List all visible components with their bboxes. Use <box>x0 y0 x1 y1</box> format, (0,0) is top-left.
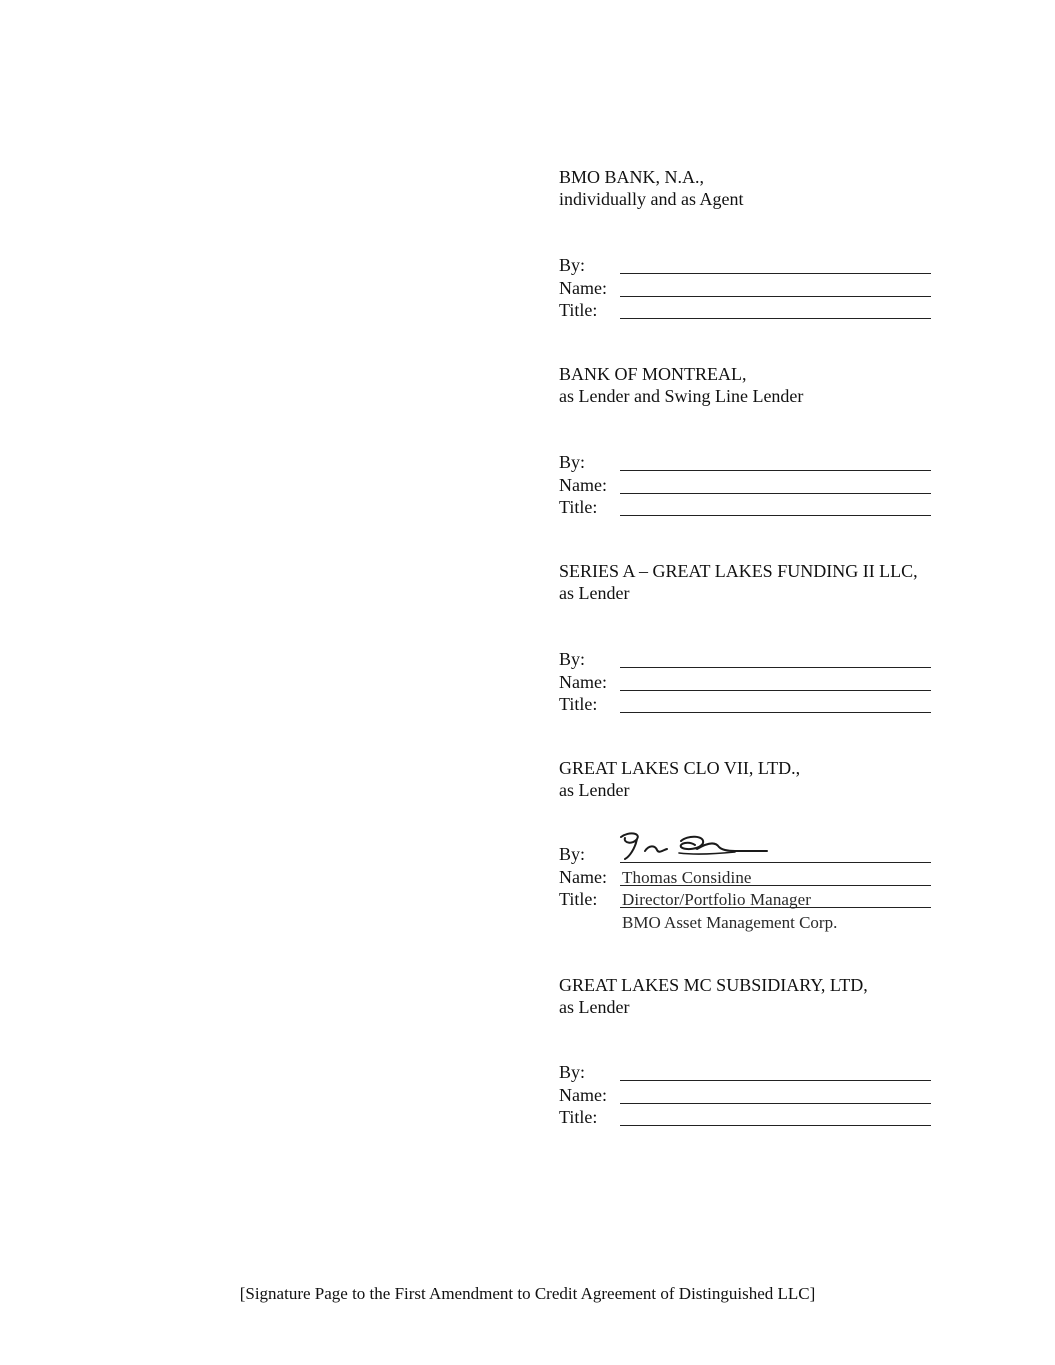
signature-fields <box>559 451 939 519</box>
entity-role: as Lender and Swing Line Lender <box>559 386 804 406</box>
signature-block-series-a <box>559 560 959 714</box>
by-label: By: <box>559 1062 586 1082</box>
signer-organization: BMO Asset Management Corp. <box>622 912 838 932</box>
title-label: Title: <box>559 889 598 909</box>
page-footer: [Signature Page to the First Amendment to Credit Agreement of Distinguished LLC] <box>239 1284 816 1303</box>
entity-role: as Lender <box>559 583 630 603</box>
entity-name: GREAT LAKES CLO VII, LTD., <box>559 758 801 778</box>
by-row <box>559 451 939 474</box>
by-signature-line <box>620 1080 931 1081</box>
name-label: Name: <box>559 866 607 887</box>
by-row <box>559 254 939 277</box>
title-line <box>620 712 931 713</box>
name-label: Name: <box>559 277 607 298</box>
signature-block-bmo-bank <box>559 166 959 320</box>
by-row <box>559 648 939 671</box>
title-line <box>620 1125 931 1126</box>
title-line <box>620 318 931 319</box>
name-row <box>559 671 939 694</box>
by-signature-line <box>620 667 931 668</box>
extra-row <box>559 911 939 934</box>
title-line <box>620 907 931 908</box>
name-label: Name: <box>559 474 607 495</box>
signature-fields <box>559 1061 939 1129</box>
title-row <box>559 888 939 911</box>
by-signature-line <box>620 470 931 471</box>
signer-title: Director/Portfolio Manager <box>622 890 812 909</box>
name-row <box>559 277 939 300</box>
by-signature-line <box>620 862 931 863</box>
signature-fields <box>559 254 939 322</box>
signer-name: Thomas Considine <box>622 867 752 887</box>
title-line <box>620 515 931 516</box>
entity-role: individually and as Agent <box>559 189 744 209</box>
name-row <box>559 1084 939 1107</box>
title-label: Title: <box>559 300 598 320</box>
name-line <box>620 690 931 691</box>
name-line <box>620 1103 931 1104</box>
title-row <box>559 496 939 519</box>
signature-block-great-lakes-mc-subsidiary <box>559 974 959 1127</box>
name-line <box>620 296 931 297</box>
handwritten-signature <box>615 829 775 865</box>
entity-name: GREAT LAKES MC SUBSIDIARY, LTD, <box>559 975 868 995</box>
title-label: Title: <box>559 1107 598 1127</box>
signature-fields <box>559 648 939 716</box>
title-label: Title: <box>559 694 598 714</box>
name-label: Name: <box>559 671 607 692</box>
entity-name: SERIES A – GREAT LAKES FUNDING II LLC, <box>559 561 918 581</box>
name-row <box>559 866 939 889</box>
entity-role: as Lender <box>559 780 630 800</box>
title-row <box>559 1106 939 1129</box>
name-line <box>620 493 931 494</box>
by-label: By: <box>559 255 586 275</box>
by-row <box>559 1061 939 1084</box>
title-row <box>559 299 939 322</box>
name-label: Name: <box>559 1084 607 1105</box>
signature-block-great-lakes-clo-vii <box>559 757 959 932</box>
name-line <box>620 885 931 886</box>
by-row <box>559 843 939 866</box>
signature-block-bank-of-montreal <box>559 363 959 517</box>
signature-fields <box>559 843 939 933</box>
entity-role: as Lender <box>559 997 630 1017</box>
name-row <box>559 474 939 497</box>
by-label: By: <box>559 452 586 472</box>
by-label: By: <box>559 844 586 864</box>
entity-name: BMO BANK, N.A., <box>559 167 705 187</box>
title-row <box>559 693 939 716</box>
entity-name: BANK OF MONTREAL, <box>559 364 747 384</box>
by-label: By: <box>559 649 586 669</box>
by-signature-line <box>620 273 931 274</box>
title-label: Title: <box>559 497 598 517</box>
